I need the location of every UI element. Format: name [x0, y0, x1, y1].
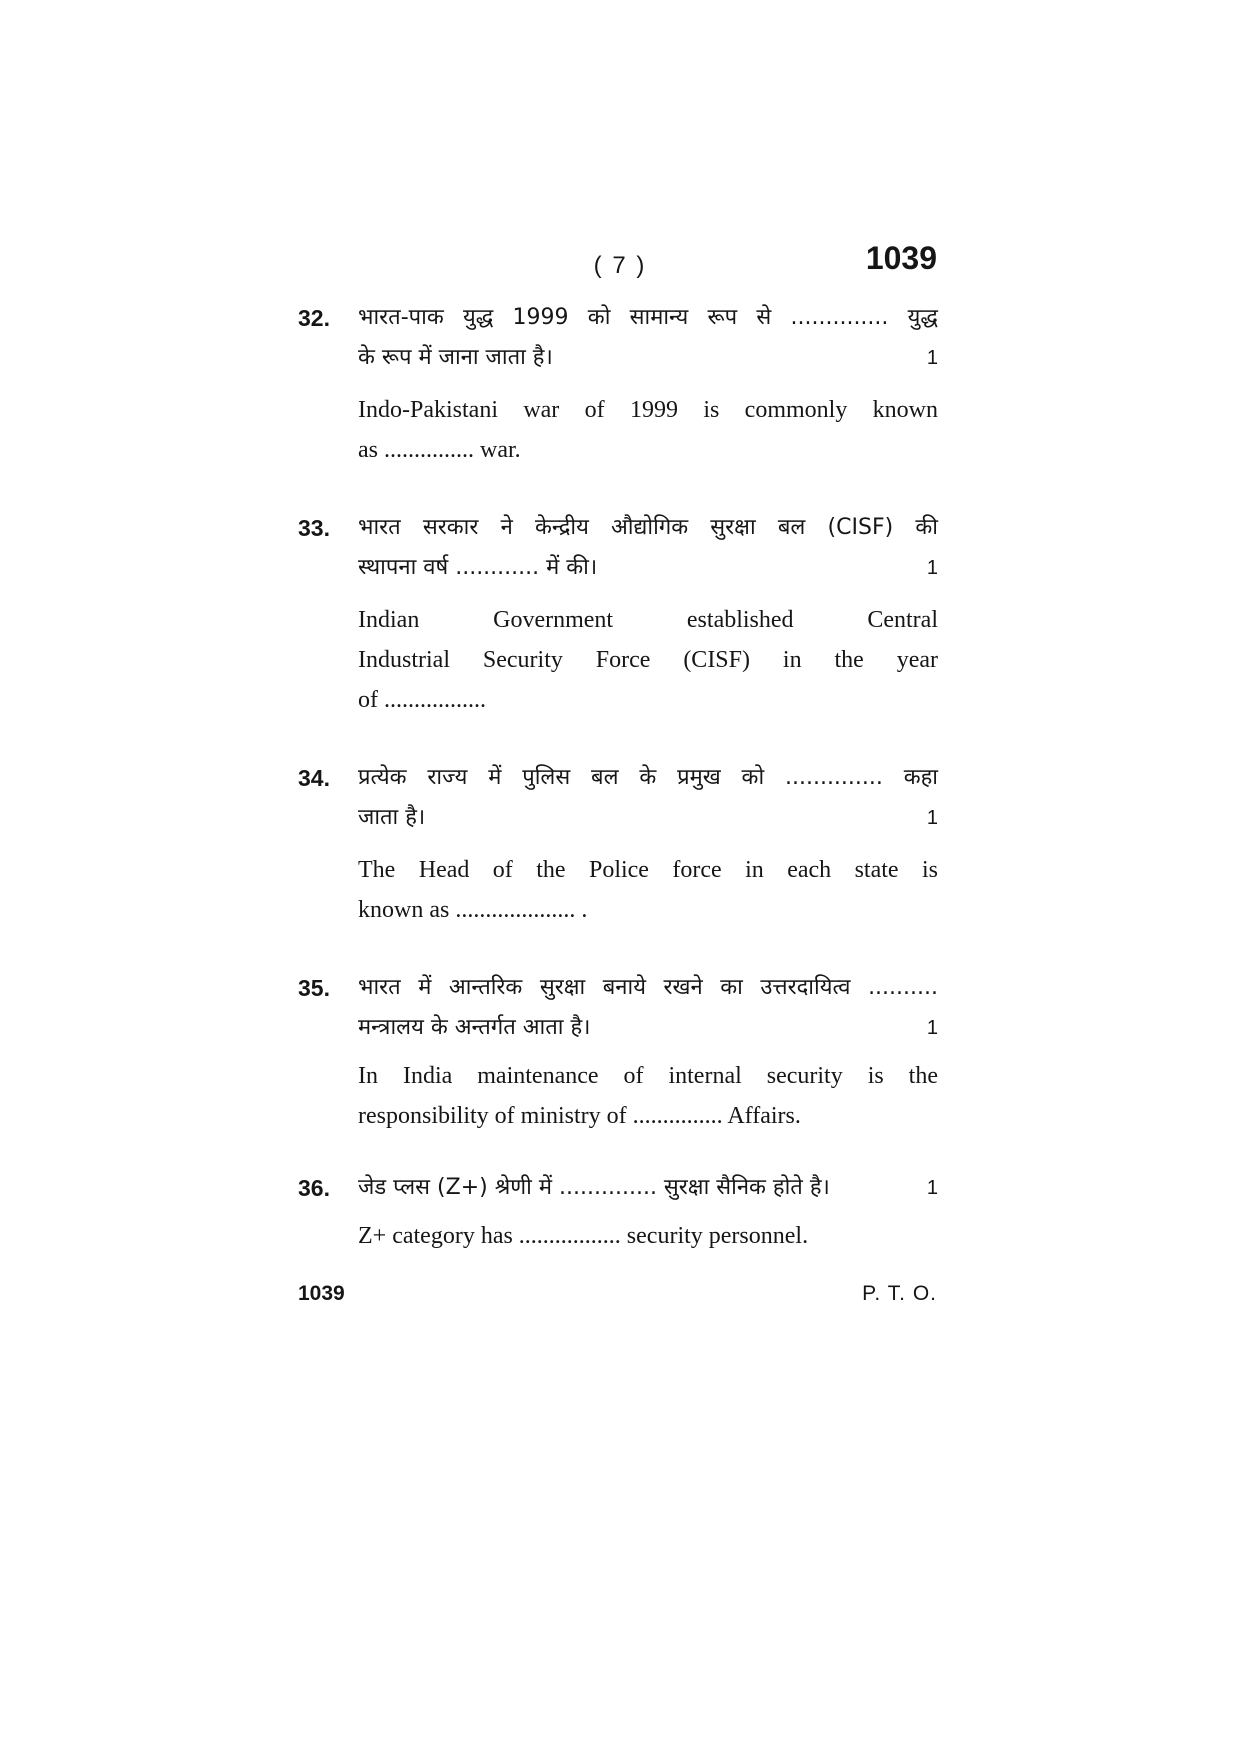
question-number: 35. — [298, 975, 330, 1001]
question-english-text — [358, 1056, 938, 1136]
marks: 1 — [926, 1177, 938, 1199]
page-number: ( 7 ) — [593, 252, 647, 279]
english-line: The Head of the Police force in each state is — [358, 857, 938, 883]
question-hindi-text — [358, 968, 938, 1048]
hindi-last-row — [358, 548, 938, 588]
question-number: 32. — [298, 305, 330, 331]
question-english-text — [358, 850, 938, 930]
english-line: responsibility of ministry of ............... Affairs. — [358, 1103, 801, 1129]
question-number: 33. — [298, 515, 330, 541]
english-line: Industrial Security Force (CISF) in the year — [358, 647, 938, 673]
marks: 1 — [926, 347, 938, 369]
hindi-line: भारत में आन्तरिक सुरक्षा बनाये रखने का उत्तरदायित्व .......... — [358, 975, 938, 1000]
hindi-line: जाता है। — [358, 805, 426, 830]
english-line: known as .................... . — [358, 897, 588, 923]
english-line: as ............... war. — [358, 437, 521, 463]
question-hindi-text — [358, 298, 938, 378]
question-hindi-text — [358, 508, 938, 588]
english-line: In India maintenance of internal security is the — [358, 1063, 938, 1089]
hindi-line: प्रत्येक राज्य में पुलिस बल के प्रमुख को .............. कहा — [358, 765, 938, 790]
question-english-text — [358, 390, 938, 470]
hindi-line: भारत-पाक युद्ध 1999 को सामान्य रूप से .............. युद्ध — [358, 305, 938, 330]
hindi-last-row — [358, 1008, 938, 1048]
english-line: of ................. — [358, 687, 486, 713]
question-english-text — [358, 1216, 938, 1256]
hindi-line: स्थापना वर्ष ............ में की। — [358, 555, 598, 580]
hindi-line: जेड प्लस (Z+) श्रेणी में .............. सुरक्षा सैनिक होते है। — [358, 1175, 830, 1200]
paper-code-footer: 1039 — [298, 1282, 345, 1305]
hindi-last-row — [358, 798, 938, 838]
question-english-text — [358, 600, 938, 720]
hindi-last-row — [358, 338, 938, 378]
paper-code-header: 1039 — [865, 240, 937, 276]
marks: 1 — [926, 1017, 938, 1039]
marks: 1 — [926, 807, 938, 829]
hindi-line: मन्त्रालय के अन्तर्गत आता है। — [358, 1015, 591, 1040]
question-hindi-text — [358, 1168, 938, 1208]
english-line: Indo-Pakistani war of 1999 is commonly known — [358, 397, 938, 423]
english-line: Indian Government established Central — [358, 607, 938, 633]
question-number: 36. — [298, 1175, 330, 1201]
hindi-line: भारत सरकार ने केन्द्रीय औद्योगिक सुरक्षा बल (CISF) की — [358, 515, 938, 540]
question-hindi-text — [358, 758, 938, 838]
hindi-line: के रूप में जाना जाता है। — [358, 345, 553, 370]
marks: 1 — [926, 557, 938, 579]
question-number: 34. — [298, 765, 330, 791]
pto-label: P. T. O. — [862, 1282, 937, 1305]
english-line: Z+ category has ................. security personnel. — [358, 1223, 809, 1249]
hindi-last-row — [358, 1168, 938, 1208]
